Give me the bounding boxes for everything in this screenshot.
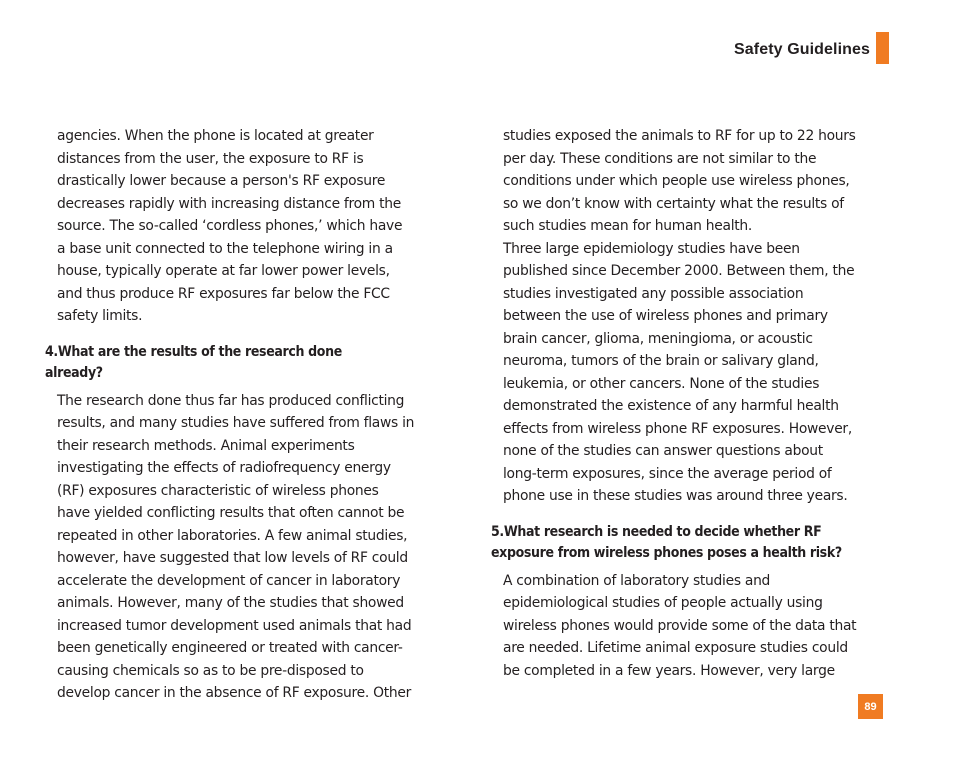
- epidemiology-paragraph: Three large epidemiology studies have been published since December 2000. Between them, the studies investigated any possible association between the use of wireless phones and primary brain cancer, glioma, meningioma, or acoustic neuroma, tumors of the brain or salivary gland, leukemia, or other cancers. None of the studies demonstrated the existence of any harmful health effects from wireless phone RF exposures. However, none of the studies can answer questions about long-term exposures, since the average period of phone use in these studies was around three years.: [503, 240, 855, 504]
- paragraph-continuation: agencies. When the phone is located at greater distances from the user, the exposure to RF is drastically lower because a person's RF exposure decreases rapidly with increasing distance from the source. The so-called ‘cordless phones,’ which have a base unit connected to the telephone wiring in a house, typically operate at far lower power levels, and thus produce RF exposures far below the FCC safety limits.: [57, 128, 403, 324]
- right-column: [491, 125, 891, 682]
- question-5-heading: 5.What research is needed to decide whether RF exposure from wireless phones poses a health risk?: [491, 523, 842, 561]
- answer-4-paragraph: The research done thus far has produced conflicting results, and many studies have suffered from flaws in their research methods. Animal experiments investigating the effects of radiofrequency energy (RF) exposures characteristic of wireless phones have yielded conflicting results that often cannot be repeated in other laboratories. A few animal studies, however, have suggested that low levels of RF could accelerate the development of cancer in laboratory animals. However, many of the studies that showed increased tumor development used animals that had been genetically engineered or treated with cancer- causing chemicals so as to be pre-disposed to develop cancer in the absence of RF exposure. Other: [57, 392, 415, 701]
- left-column: [45, 125, 443, 705]
- section-tab-marker: [876, 32, 889, 64]
- question-4-heading: 4.What are the results of the research done already?: [45, 343, 342, 381]
- paragraph-continuation-right: studies exposed the animals to RF for up to 22 hours per day. These conditions are not similar to the conditions under which people use wireless phones, so we don’t know with certainty what the results of such studies mean for human health.: [503, 128, 856, 234]
- page-number-badge: 89: [858, 694, 883, 719]
- section-title: Safety Guidelines: [734, 41, 870, 58]
- answer-5-paragraph: A combination of laboratory studies and epidemiological studies of people actually using wireless phones would provide some of the data that are needed. Lifetime animal exposure studies could be completed in a few years. However, very large: [503, 572, 857, 679]
